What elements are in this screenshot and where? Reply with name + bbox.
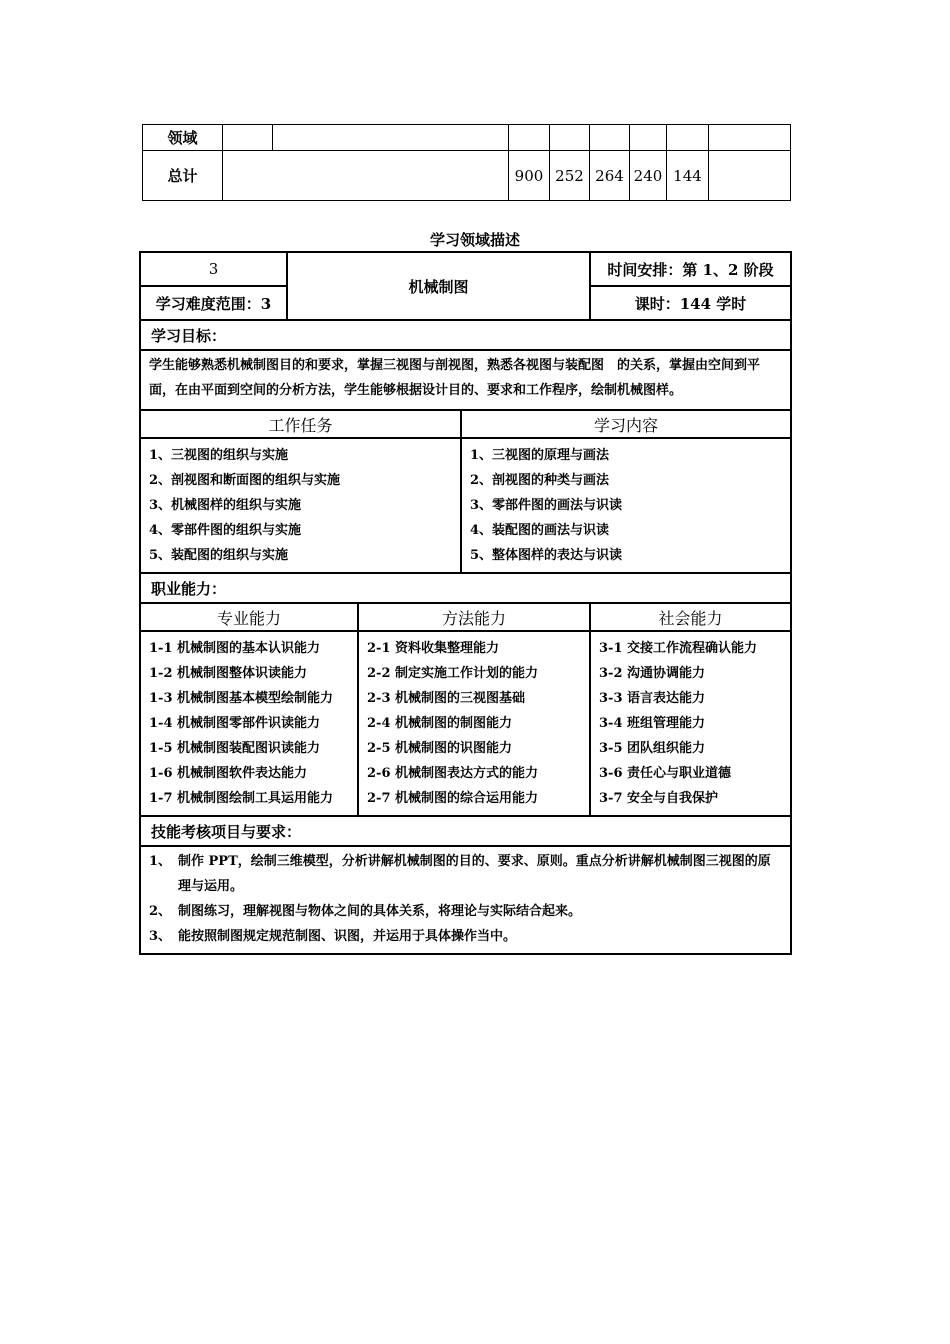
list-item: 4、零部件图的组织与实施 [149, 523, 302, 538]
summary-table [142, 124, 791, 201]
list-item: 3-7 安全与自我保护 [599, 791, 719, 806]
total-value: 900 [509, 151, 550, 201]
list-item: 3-2 沟通协调能力 [599, 666, 706, 681]
list-item: 1、三视图的组织与实施 [149, 448, 289, 463]
difficulty-range: 学习难度范围：3 [140, 286, 287, 320]
list-item: 5、整体图样的表达与识读 [470, 548, 623, 563]
list-item: 2-4 机械制图的制图能力 [367, 716, 513, 731]
assessment-item [149, 924, 782, 949]
list-item: 4、装配图的画法与识读 [470, 523, 610, 538]
professional-list [140, 631, 358, 816]
social-header: 社会能力 [590, 603, 791, 631]
social-list [590, 631, 791, 816]
goals-label: 学习目标： [140, 320, 791, 350]
list-item: 2-3 机械制图的三视图基础 [367, 691, 526, 706]
content-header: 学习内容 [461, 410, 791, 438]
assessment-text: 能按照制图规定规范制图、识图，并运用于具体操作当中。 [178, 929, 517, 944]
domain-label: 领域 [143, 125, 223, 151]
list-item: 1-4 机械制图零部件识读能力 [149, 716, 321, 731]
assessment-text: 制作 PPT，绘制三维模型，分析讲解机械制图的目的、要求、原则。重点分析讲解机械制图三视图的原理与运用。 [178, 854, 771, 894]
list-item: 1、三视图的原理与画法 [470, 448, 610, 463]
assessment-number: 1、 [149, 854, 172, 869]
list-item: 5、装配图的组织与实施 [149, 548, 289, 563]
content-list [461, 438, 791, 573]
professional-header: 专业能力 [140, 603, 358, 631]
list-item: 2-6 机械制图表达方式的能力 [367, 766, 539, 781]
assessment-text: 制图练习，理解视图与物体之间的具体关系，将理论与实际结合起来。 [178, 904, 582, 919]
total-value: 252 [550, 151, 590, 201]
list-item: 1-6 机械制图软件表达能力 [149, 766, 308, 781]
domain-row [143, 125, 791, 151]
method-header: 方法能力 [358, 603, 590, 631]
course-name: 机械制图 [287, 252, 590, 320]
list-item: 1-5 机械制图装配图识读能力 [149, 741, 321, 756]
list-item: 1-2 机械制图整体识读能力 [149, 666, 308, 681]
list-item: 2、剖视图的种类与画法 [470, 473, 610, 488]
tasks-header: 工作任务 [140, 410, 461, 438]
list-item: 2-5 机械制图的识图能力 [367, 741, 513, 756]
assessment-item [149, 849, 782, 899]
method-list [358, 631, 590, 816]
assessment-number: 3、 [149, 929, 172, 944]
list-item: 1-1 机械制图的基本认识能力 [149, 641, 321, 656]
goals-text: 学生能够熟悉机械制图目的和要求，掌握三视图与剖视图，熟悉各视图与装配图 的关系，掌握由空间到平面，在由平面到空间的分析方法，学生能够根据设计目的、要求和工作程序，绘制机械图样。 [140, 350, 791, 410]
list-item: 3、零部件图的画法与识读 [470, 498, 623, 513]
total-value: 264 [590, 151, 630, 201]
list-item: 2-7 机械制图的综合运用能力 [367, 791, 539, 806]
total-value: 240 [630, 151, 667, 201]
assessment-list [140, 846, 791, 954]
total-row [143, 151, 791, 201]
course-hours: 课时：144 学时 [590, 286, 791, 320]
section-title: 学习领域描述 [429, 231, 520, 249]
list-item: 1-7 机械制图绘制工具运用能力 [149, 791, 334, 806]
list-item: 2-2 制定实施工作计划的能力 [367, 666, 539, 681]
list-item: 2-1 资料收集整理能力 [367, 641, 500, 656]
list-item: 1-3 机械制图基本模型绘制能力 [149, 691, 334, 706]
tasks-list [140, 438, 461, 573]
assessment-label: 技能考核项目与要求： [140, 816, 791, 846]
course-description-table [139, 251, 792, 955]
assessment-item [149, 899, 782, 924]
list-item: 3-4 班组管理能力 [599, 716, 706, 731]
time-arrangement: 时间安排：第 1、2 阶段 [590, 252, 791, 286]
total-value: 144 [667, 151, 709, 201]
list-item: 3-6 责任心与职业道德 [599, 766, 732, 781]
list-item: 3-1 交接工作流程确认能力 [599, 641, 758, 656]
assessment-number: 2、 [149, 904, 172, 919]
list-item: 3、机械图样的组织与实施 [149, 498, 302, 513]
list-item: 3-5 团队组织能力 [599, 741, 706, 756]
list-item: 3-3 语言表达能力 [599, 691, 706, 706]
course-number: 3 [140, 252, 287, 286]
abilities-label: 职业能力： [140, 573, 791, 603]
total-label: 总计 [143, 151, 223, 201]
list-item: 2、剖视图和断面图的组织与实施 [149, 473, 341, 488]
